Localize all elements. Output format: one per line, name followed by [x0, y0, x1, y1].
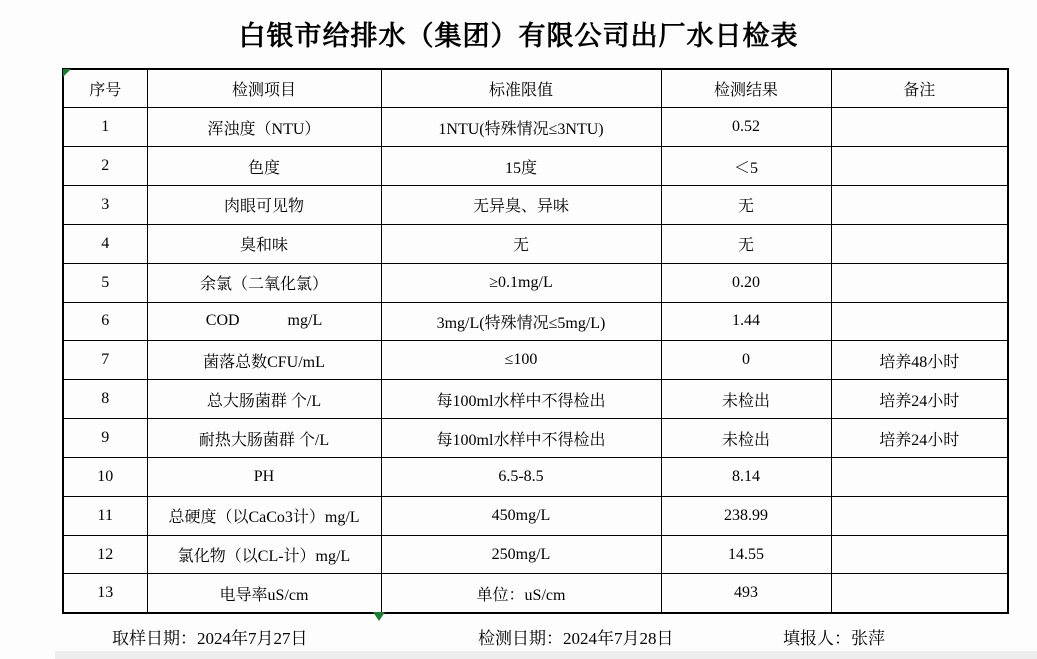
cell-index: 3: [63, 186, 147, 225]
cell-result: 未检出: [661, 419, 831, 458]
col-header-standard: 标准限值: [381, 69, 661, 108]
cell-remark: 培养24小时: [831, 419, 1008, 458]
table-row: [63, 186, 1008, 225]
table-row: [63, 535, 1008, 574]
cell-item: 肉眼可见物: [147, 186, 381, 225]
table-row: [63, 302, 1008, 341]
reporter-label: 填报人：张萍: [783, 629, 885, 648]
cell-standard: 单位：uS/cm: [381, 574, 661, 613]
cell-standard: 1NTU(特殊情况≤3NTU): [381, 108, 661, 147]
cell-item: PH: [147, 457, 381, 496]
cell-index: 9: [63, 419, 147, 458]
cell-index: 4: [63, 224, 147, 263]
cell-item: 浑浊度（NTU）: [147, 108, 381, 147]
col-header-item: 检测项目: [147, 69, 381, 108]
cell-item: 菌落总数CFU/mL: [147, 341, 381, 380]
table-row: [63, 380, 1008, 419]
cell-item: 色度: [147, 147, 381, 186]
cell-standard: 每100ml水样中不得检出: [381, 419, 661, 458]
window-edge-strip: [55, 651, 1037, 659]
cell-remark: [831, 224, 1008, 263]
cell-result: 未检出: [661, 380, 831, 419]
cell-remark: [831, 147, 1008, 186]
header-row: [63, 69, 1008, 108]
cell-result: ＜5: [661, 147, 831, 186]
cell-item: 总硬度（以CaCo3计）mg/L: [147, 496, 381, 535]
table-row: [63, 419, 1008, 458]
cell-standard: 15度: [381, 147, 661, 186]
cell-item: 氯化物（以CL-计）mg/L: [147, 535, 381, 574]
cell-index: 2: [63, 147, 147, 186]
cell-item: 臭和味: [147, 224, 381, 263]
cell-result: 14.55: [661, 535, 831, 574]
test-date-label: 检测日期：2024年7月28日: [478, 629, 674, 648]
sampling-date-label: 取样日期：2024年7月27日: [112, 629, 308, 648]
cell-standard: 无异臭、异味: [381, 186, 661, 225]
cell-result: 0.52: [661, 108, 831, 147]
cell-remark: [831, 108, 1008, 147]
table-row: [63, 108, 1008, 147]
cell-remark: 培养48小时: [831, 341, 1008, 380]
cell-remark: [831, 302, 1008, 341]
cell-result: 493: [661, 574, 831, 613]
cell-item: COD mg/L: [147, 302, 381, 341]
cell-index: 11: [63, 496, 147, 535]
excel-fill-handle-icon: [373, 612, 385, 621]
cell-standard: ≥0.1mg/L: [381, 263, 661, 302]
cell-remark: [831, 263, 1008, 302]
cell-standard: 无: [381, 224, 661, 263]
cell-standard: ≤100: [381, 341, 661, 380]
cell-standard: 450mg/L: [381, 496, 661, 535]
table-row: [63, 147, 1008, 186]
cell-remark: [831, 457, 1008, 496]
cell-remark: [831, 574, 1008, 613]
cell-item: 总大肠菌群 个/L: [147, 380, 381, 419]
table-row: [63, 224, 1008, 263]
cell-item: 余氯（二氧化氯）: [147, 263, 381, 302]
cell-remark: [831, 186, 1008, 225]
cell-remark: 培养24小时: [831, 380, 1008, 419]
cell-index: 5: [63, 263, 147, 302]
cell-remark: [831, 535, 1008, 574]
cell-result: 0.20: [661, 263, 831, 302]
table-row: [63, 341, 1008, 380]
cell-item: 电导率uS/cm: [147, 574, 381, 613]
cell-standard: 3mg/L(特殊情况≤5mg/L): [381, 302, 661, 341]
col-header-index: 序号: [63, 69, 147, 108]
cell-index: 8: [63, 380, 147, 419]
cell-item: 耐热大肠菌群 个/L: [147, 419, 381, 458]
excel-corner-marker-icon: [63, 69, 71, 77]
table-row: [63, 457, 1008, 496]
cell-result: 1.44: [661, 302, 831, 341]
cell-standard: 每100ml水样中不得检出: [381, 380, 661, 419]
col-header-remark: 备注: [831, 69, 1008, 108]
cell-result: 8.14: [661, 457, 831, 496]
cell-index: 1: [63, 108, 147, 147]
table-row: [63, 263, 1008, 302]
cell-index: 7: [63, 341, 147, 380]
footer: [0, 622, 1037, 648]
cell-index: 13: [63, 574, 147, 613]
cell-result: 238.99: [661, 496, 831, 535]
cell-index: 6: [63, 302, 147, 341]
cell-standard: 250mg/L: [381, 535, 661, 574]
table-row: [63, 496, 1008, 535]
cell-result: 无: [661, 186, 831, 225]
cell-result: 0: [661, 341, 831, 380]
cell-remark: [831, 496, 1008, 535]
cell-index: 10: [63, 457, 147, 496]
col-header-result: 检测结果: [661, 69, 831, 108]
page-title: 白银市给排水（集团）有限公司出厂水日检表: [238, 21, 799, 51]
cell-result: 无: [661, 224, 831, 263]
cell-index: 12: [63, 535, 147, 574]
cell-standard: 6.5-8.5: [381, 457, 661, 496]
table-row: [63, 574, 1008, 613]
water-inspection-table: [62, 68, 1009, 614]
